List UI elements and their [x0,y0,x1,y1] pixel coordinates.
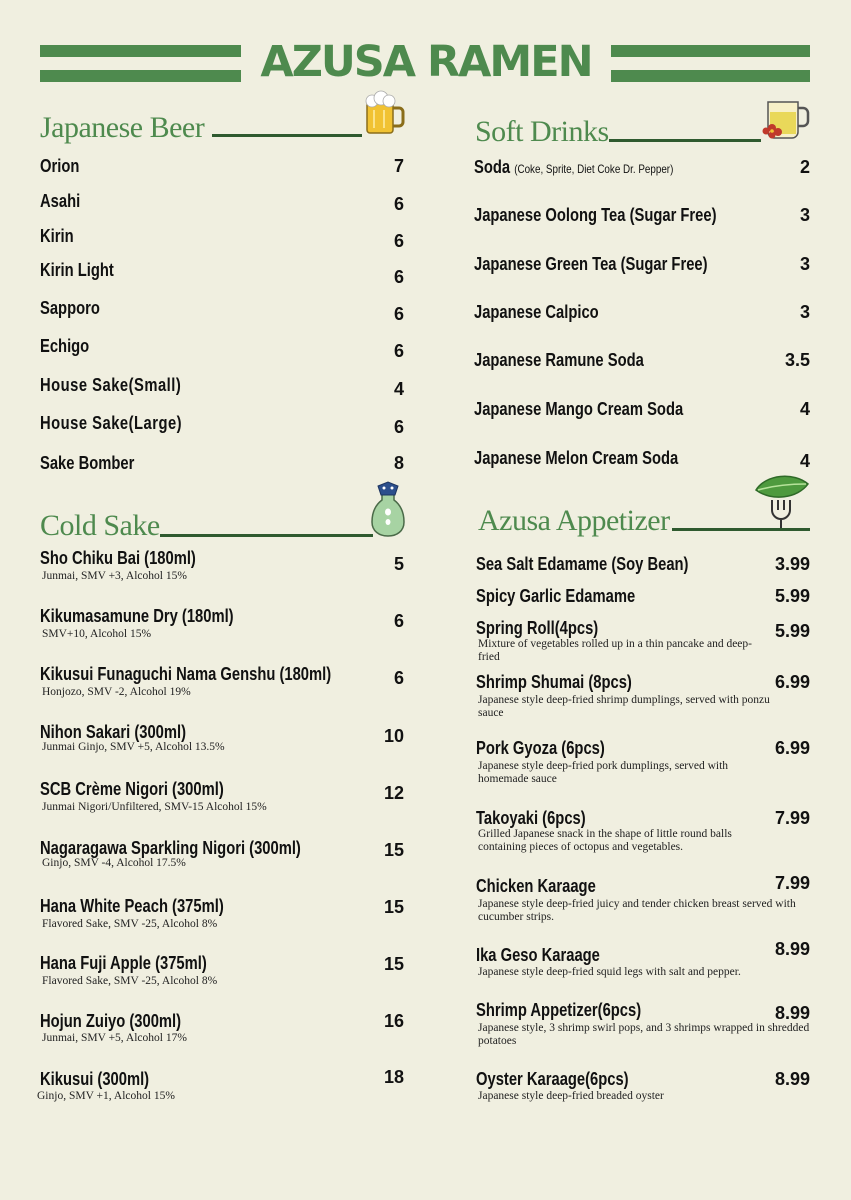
header-stripe-right-bottom [611,70,810,82]
item-name: Kikusui (300ml) [40,1069,150,1089]
list-item [476,586,810,608]
list-item [40,606,404,644]
item-description: Japanese style deep-fried juicy and tender chicken breast served with cucumber strips. [478,898,796,923]
item-price: 3 [799,254,810,274]
item-description: Junmai, SMV +5, Alcohol 17% [42,1032,187,1044]
item-name: Japanese Mango Cream Soda [474,399,684,419]
item-price: 6 [393,231,404,251]
item-name: Japanese Ramune Soda [474,350,644,370]
list-item [40,838,404,876]
item-price: 7 [393,156,404,176]
header-stripe-left-bottom [40,70,241,82]
item-description: Junmai Nigori/Unfiltered, SMV-15 Alcohol 15% [42,801,267,813]
cold-sake-section-title: Cold Sake [40,509,160,542]
item-price: 8.99 [774,939,810,959]
list-item [40,260,404,287]
list-item [474,448,810,470]
item-description: Japanese style, 3 shrimp swirl pops, and 3 shrimps wrapped in shredded potatoes [478,1022,810,1047]
item-price: 3 [799,205,810,225]
header-stripe-left-top [40,45,241,57]
tea-mug-icon [762,98,812,142]
item-name: Nihon Sakari (300ml) [40,722,187,742]
list-item [40,548,404,586]
item-name: Ika Geso Karaage [476,945,600,965]
item-price: 18 [383,1067,404,1087]
list-item [474,350,810,372]
item-description: Ginjo, SMV -4, Alcohol 17.5% [42,857,186,869]
item-description: Ginjo, SMV +1, Alcohol 15% [37,1090,175,1102]
item-price: 8 [393,453,404,473]
item-price: 2 [799,157,810,177]
list-item [40,413,404,435]
list-item [476,1069,810,1109]
item-price: 4 [393,379,404,399]
list-item [476,672,810,720]
item-price: 6.99 [774,672,810,692]
soft-drinks-section-title: Soft Drinks [475,115,609,148]
beer-section-rule [212,134,362,137]
item-description: SMV+10, Alcohol 15% [42,628,152,640]
item-description: Junmai, SMV +3, Alcohol 15% [42,570,187,582]
item-price: 6 [393,668,404,688]
item-price: 15 [383,840,404,860]
item-name: Kikusui Funaguchi Nama Genshu (180ml) [40,664,332,684]
item-price: 3 [799,302,810,322]
item-name: Shrimp Shumai (8pcs) [476,672,632,692]
list-item [40,896,404,934]
list-item [474,205,810,227]
appetizer-section-title: Azusa Appetizer [478,504,670,537]
item-price: 5.99 [774,621,810,641]
item-name: SCB Crème Nigori (300ml) [40,779,224,799]
soft-drinks-section-rule [609,139,761,142]
item-name: Sea Salt Edamame (Soy Bean) [476,554,689,574]
item-price: 4 [799,451,810,471]
item-description: Flavored Sake, SMV -25, Alcohol 8% [42,918,218,930]
list-item [40,336,404,361]
item-name: Spicy Garlic Edamame [476,586,636,606]
list-item [476,939,810,985]
item-price: 10 [383,726,404,746]
header-stripe-right-top [611,45,810,57]
item-name: Kirin [40,226,74,246]
item-description: Japanese style deep-fried breaded oyster [478,1090,664,1102]
list-item [40,722,404,760]
item-name: Hana Fuji Apple (375ml) [40,953,207,973]
item-description: Junmai Ginjo, SMV +5, Alcohol 13.5% [42,741,225,753]
item-price: 8.99 [774,1003,810,1023]
item-name: House Sake(Large) [40,413,183,433]
item-price: 6 [393,267,404,287]
beer-mug-icon [362,90,406,136]
item-name: Japanese Green Tea (Sugar Free) [474,254,708,274]
list-item [476,738,810,786]
item-name: Orion [40,156,80,176]
item-name: Hana White Peach (375ml) [40,896,224,916]
list-item [40,779,404,817]
appetizer-section-rule [672,528,810,531]
list-item [476,618,810,662]
item-price: 6 [393,417,404,437]
item-price: 16 [383,1011,404,1031]
item-name: Sapporo [40,298,100,318]
item-name: Hojun Zuiyo (300ml) [40,1011,182,1031]
list-item [40,375,404,397]
list-item [40,664,404,702]
item-name: Japanese Melon Cream Soda [474,448,679,468]
item-name: Japanese Calpico [474,302,599,322]
item-price: 6 [393,304,404,324]
list-item [40,191,404,213]
sake-bottle-icon [370,480,406,538]
item-name: House Sake(Small) [40,375,182,395]
leaf-fork-icon [752,470,810,528]
list-item [40,226,404,251]
list-item [40,298,404,324]
item-name-text: Soda [474,157,511,177]
item-price: 4 [799,399,810,419]
list-item [474,254,810,276]
item-price: 15 [383,954,404,974]
item-description: Japanese style deep-fried squid legs with salt and pepper. [478,966,741,978]
item-name: Sho Chiku Bai (180ml) [40,548,196,568]
list-item [40,953,404,991]
list-item [37,1067,404,1107]
item-price: 6 [393,194,404,214]
page-title: AZUSA RAMEN [260,37,592,87]
list-item [474,399,810,421]
item-name: Asahi [40,191,81,211]
item-price: 3.99 [774,554,810,574]
item-name: Shrimp Appetizer(6pcs) [476,1000,642,1020]
item-price: 6 [393,341,404,361]
item-name: Takoyaki (6pcs) [476,808,586,828]
item-name: Sake Bomber [40,453,135,473]
item-name: Spring Roll(4pcs) [476,618,599,638]
list-item [476,808,810,856]
item-description: Japanese style deep-fried pork dumplings, served with homemade sauce [478,760,729,785]
item-price: 15 [383,897,404,917]
item-description: Honjozo, SMV -2, Alcohol 19% [42,686,191,698]
item-description: Flavored Sake, SMV -25, Alcohol 8% [42,975,218,987]
list-item [476,873,810,924]
item-price: 12 [383,783,404,803]
item-name: Kirin Light [40,260,114,280]
list-item [40,453,404,475]
item-price: 5 [393,554,404,574]
item-price: 7.99 [774,873,810,893]
item-name: Nagaragawa Sparkling Nigori (300ml) [40,838,301,858]
list-item [40,156,404,178]
list-item [474,302,810,324]
item-price: 6 [393,611,404,631]
item-description: Japanese style deep-fried shrimp dumplings, served with ponzu sauce [478,694,770,719]
item-description: Grilled Japanese snack in the shape of little round balls containing pieces of octopus and vegetables. [478,828,732,853]
item-price: 5.99 [774,586,810,606]
list-item [476,1000,810,1048]
item-name: Japanese Oolong Tea (Sugar Free) [474,205,717,225]
cold-sake-section-rule [160,534,373,537]
item-name: Chicken Karaage [476,876,596,896]
item-price: 8.99 [774,1069,810,1089]
item-note: (Coke, Sprite, Diet Coke Dr. Pepper) [514,162,674,176]
item-price: 6.99 [774,738,810,758]
item-name [474,157,673,178]
list-item [40,1011,404,1049]
item-name: Oyster Karaage(6pcs) [476,1069,629,1089]
item-description: Mixture of vegetables rolled up in a thin pancake and deep-fried [478,638,752,663]
list-item [474,157,810,179]
item-name: Echigo [40,336,90,356]
beer-section-title: Japanese Beer [40,111,205,144]
item-price: 7.99 [774,808,810,828]
item-name: Kikumasamune Dry (180ml) [40,606,234,626]
list-item [476,554,810,576]
item-name: Pork Gyoza (6pcs) [476,738,605,758]
item-price: 3.5 [784,350,810,370]
